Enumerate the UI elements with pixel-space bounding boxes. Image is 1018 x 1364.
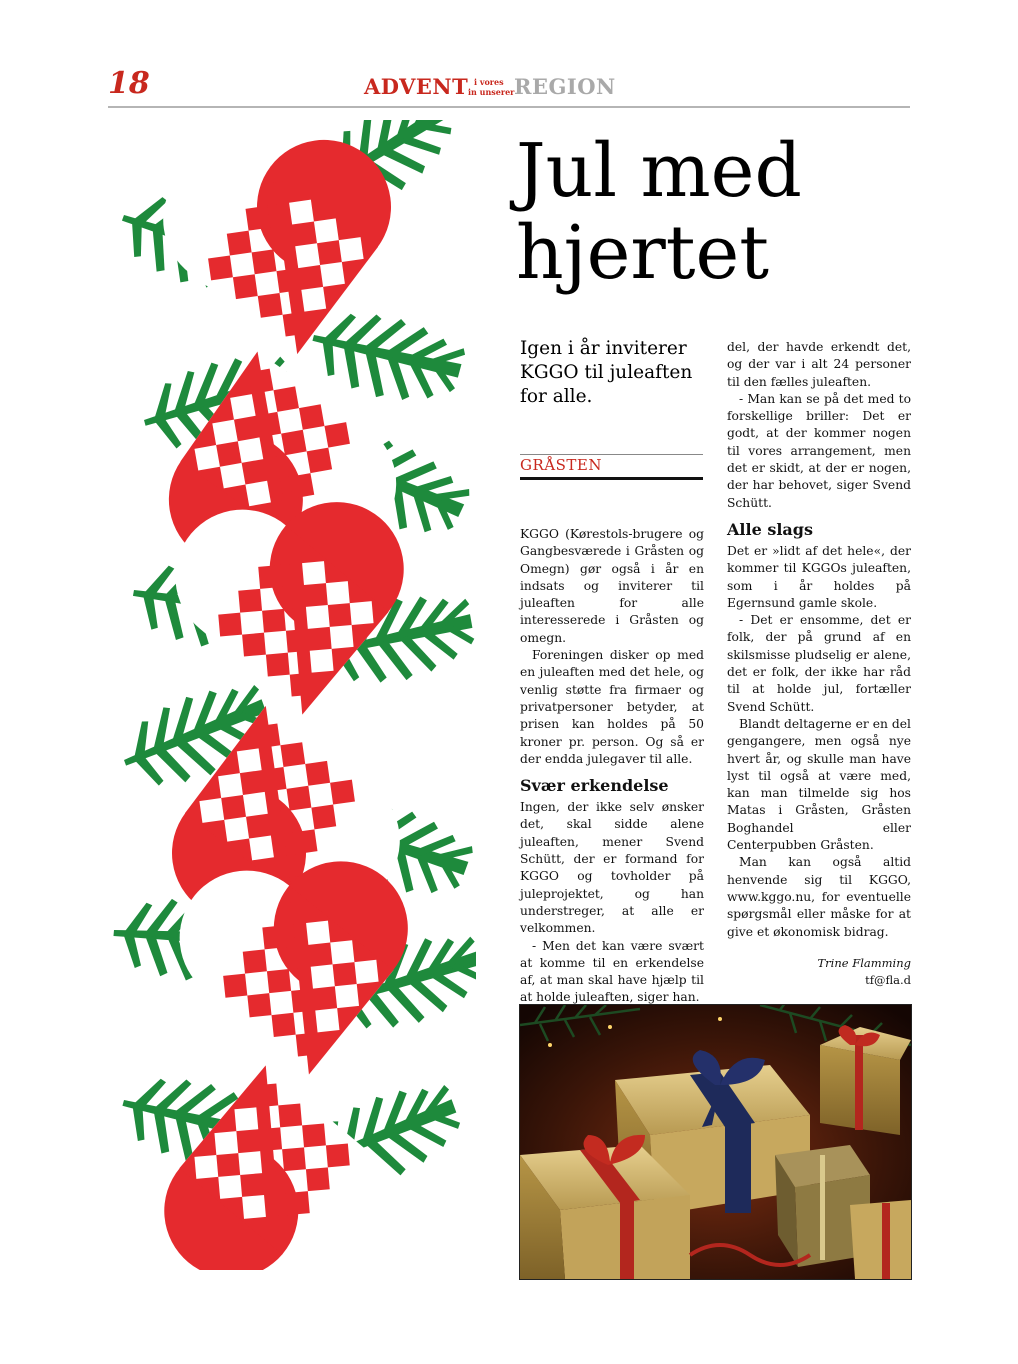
section-label-advent: ADVENT xyxy=(364,74,469,99)
byline-email: tf@fla.d xyxy=(865,972,911,987)
body-paragraph: Ingen, der ikke selv ønsker det, skal sidde alene juleaften, mener Svend Schütt, der er formand for KGGO og tovholder på juleprojektet, og han understreger, at alle er velkommen. xyxy=(520,800,704,936)
section-label-small-bottom: in unserer xyxy=(468,87,515,97)
location-top-rule xyxy=(520,454,703,455)
wrapped-gifts-illustration xyxy=(520,1005,911,1279)
body-paragraph: - Det er ensomme, det er folk, der på grund af en skilsmisse pludselig er alene, det er folk, der ikke har råd til at holde jul, fortæller Svend Schütt. xyxy=(727,613,911,714)
body-paragraph: del, der havde erkendt det, og der var i alt 24 personer til den fælles juleaften. xyxy=(727,340,911,389)
subheading: Alle slags xyxy=(727,519,813,539)
body-paragraph: Blandt deltagerne er en del gengangere, men også nye hvert år, og skulle man have lyst til også at være med, kan man tilmelde sig hos Matas i Gråsten, Gråsten Boghandel eller Centerpubben Gråsten. xyxy=(727,716,911,853)
headline-line-2: hjertet xyxy=(516,210,770,296)
body-paragraph: Det er »lidt af det hele«, der kommer til KGGOs juleaften, som i år holdes på Egernsund gamle skole. xyxy=(727,543,911,610)
gifts-photo xyxy=(519,1004,912,1280)
location-label: GRÅSTEN xyxy=(520,456,602,474)
page-number: 18 xyxy=(108,66,150,101)
byline xyxy=(727,955,911,989)
body-paragraph: Foreningen disker op med en juleaften med det hele, og venlig støtte fra firmaer og privatpersoner betyder, at prisen kan holdes på 50 kroner pr. person. Og så er der endda julegaver til alle. xyxy=(520,648,704,766)
section-label-small-top: i vores xyxy=(474,77,504,87)
header-rule xyxy=(108,106,910,108)
body-paragraph: KGGO (Kørestols-brugere og Gangbesværede i Gråsten og Omegn) gør også i år en indsats og inviterer til juleaften for alle interesserede i Gråsten og omegn. xyxy=(520,527,704,645)
body-column-1 xyxy=(520,526,704,1024)
section-label-region: REGION xyxy=(514,74,616,99)
body-column-2 xyxy=(727,339,911,989)
byline-name: Trine Flamming xyxy=(817,955,911,970)
location-bottom-rule xyxy=(520,477,703,480)
headline xyxy=(516,130,916,294)
lead-paragraph: Igen i år inviterer KGGO til juleaften for alle. xyxy=(520,338,693,407)
body-paragraph: - Man kan se på det med to forskellige briller: Det er godt, at der kommer nogen til vores arrangement, men det er skidt, at der er nogen, der har behovet, siger Svend Schütt. xyxy=(727,391,911,510)
subheading: Svær erkendelse xyxy=(520,776,669,796)
section-header xyxy=(364,74,664,104)
body-paragraph: Man kan også altid henvende sig til KGGO, www.kggo.nu, for eventuelle spørgsmål eller måske for at give et økonomisk bidrag. xyxy=(727,855,911,939)
body-paragraph: - Men det kan være svært at komme til en erkendelse af, at man skal have hjælp til at holde juleaften, siger han. xyxy=(520,938,704,1005)
christmas-hearts-decoration xyxy=(104,120,476,1270)
headline-line-1: Jul med xyxy=(516,128,802,214)
